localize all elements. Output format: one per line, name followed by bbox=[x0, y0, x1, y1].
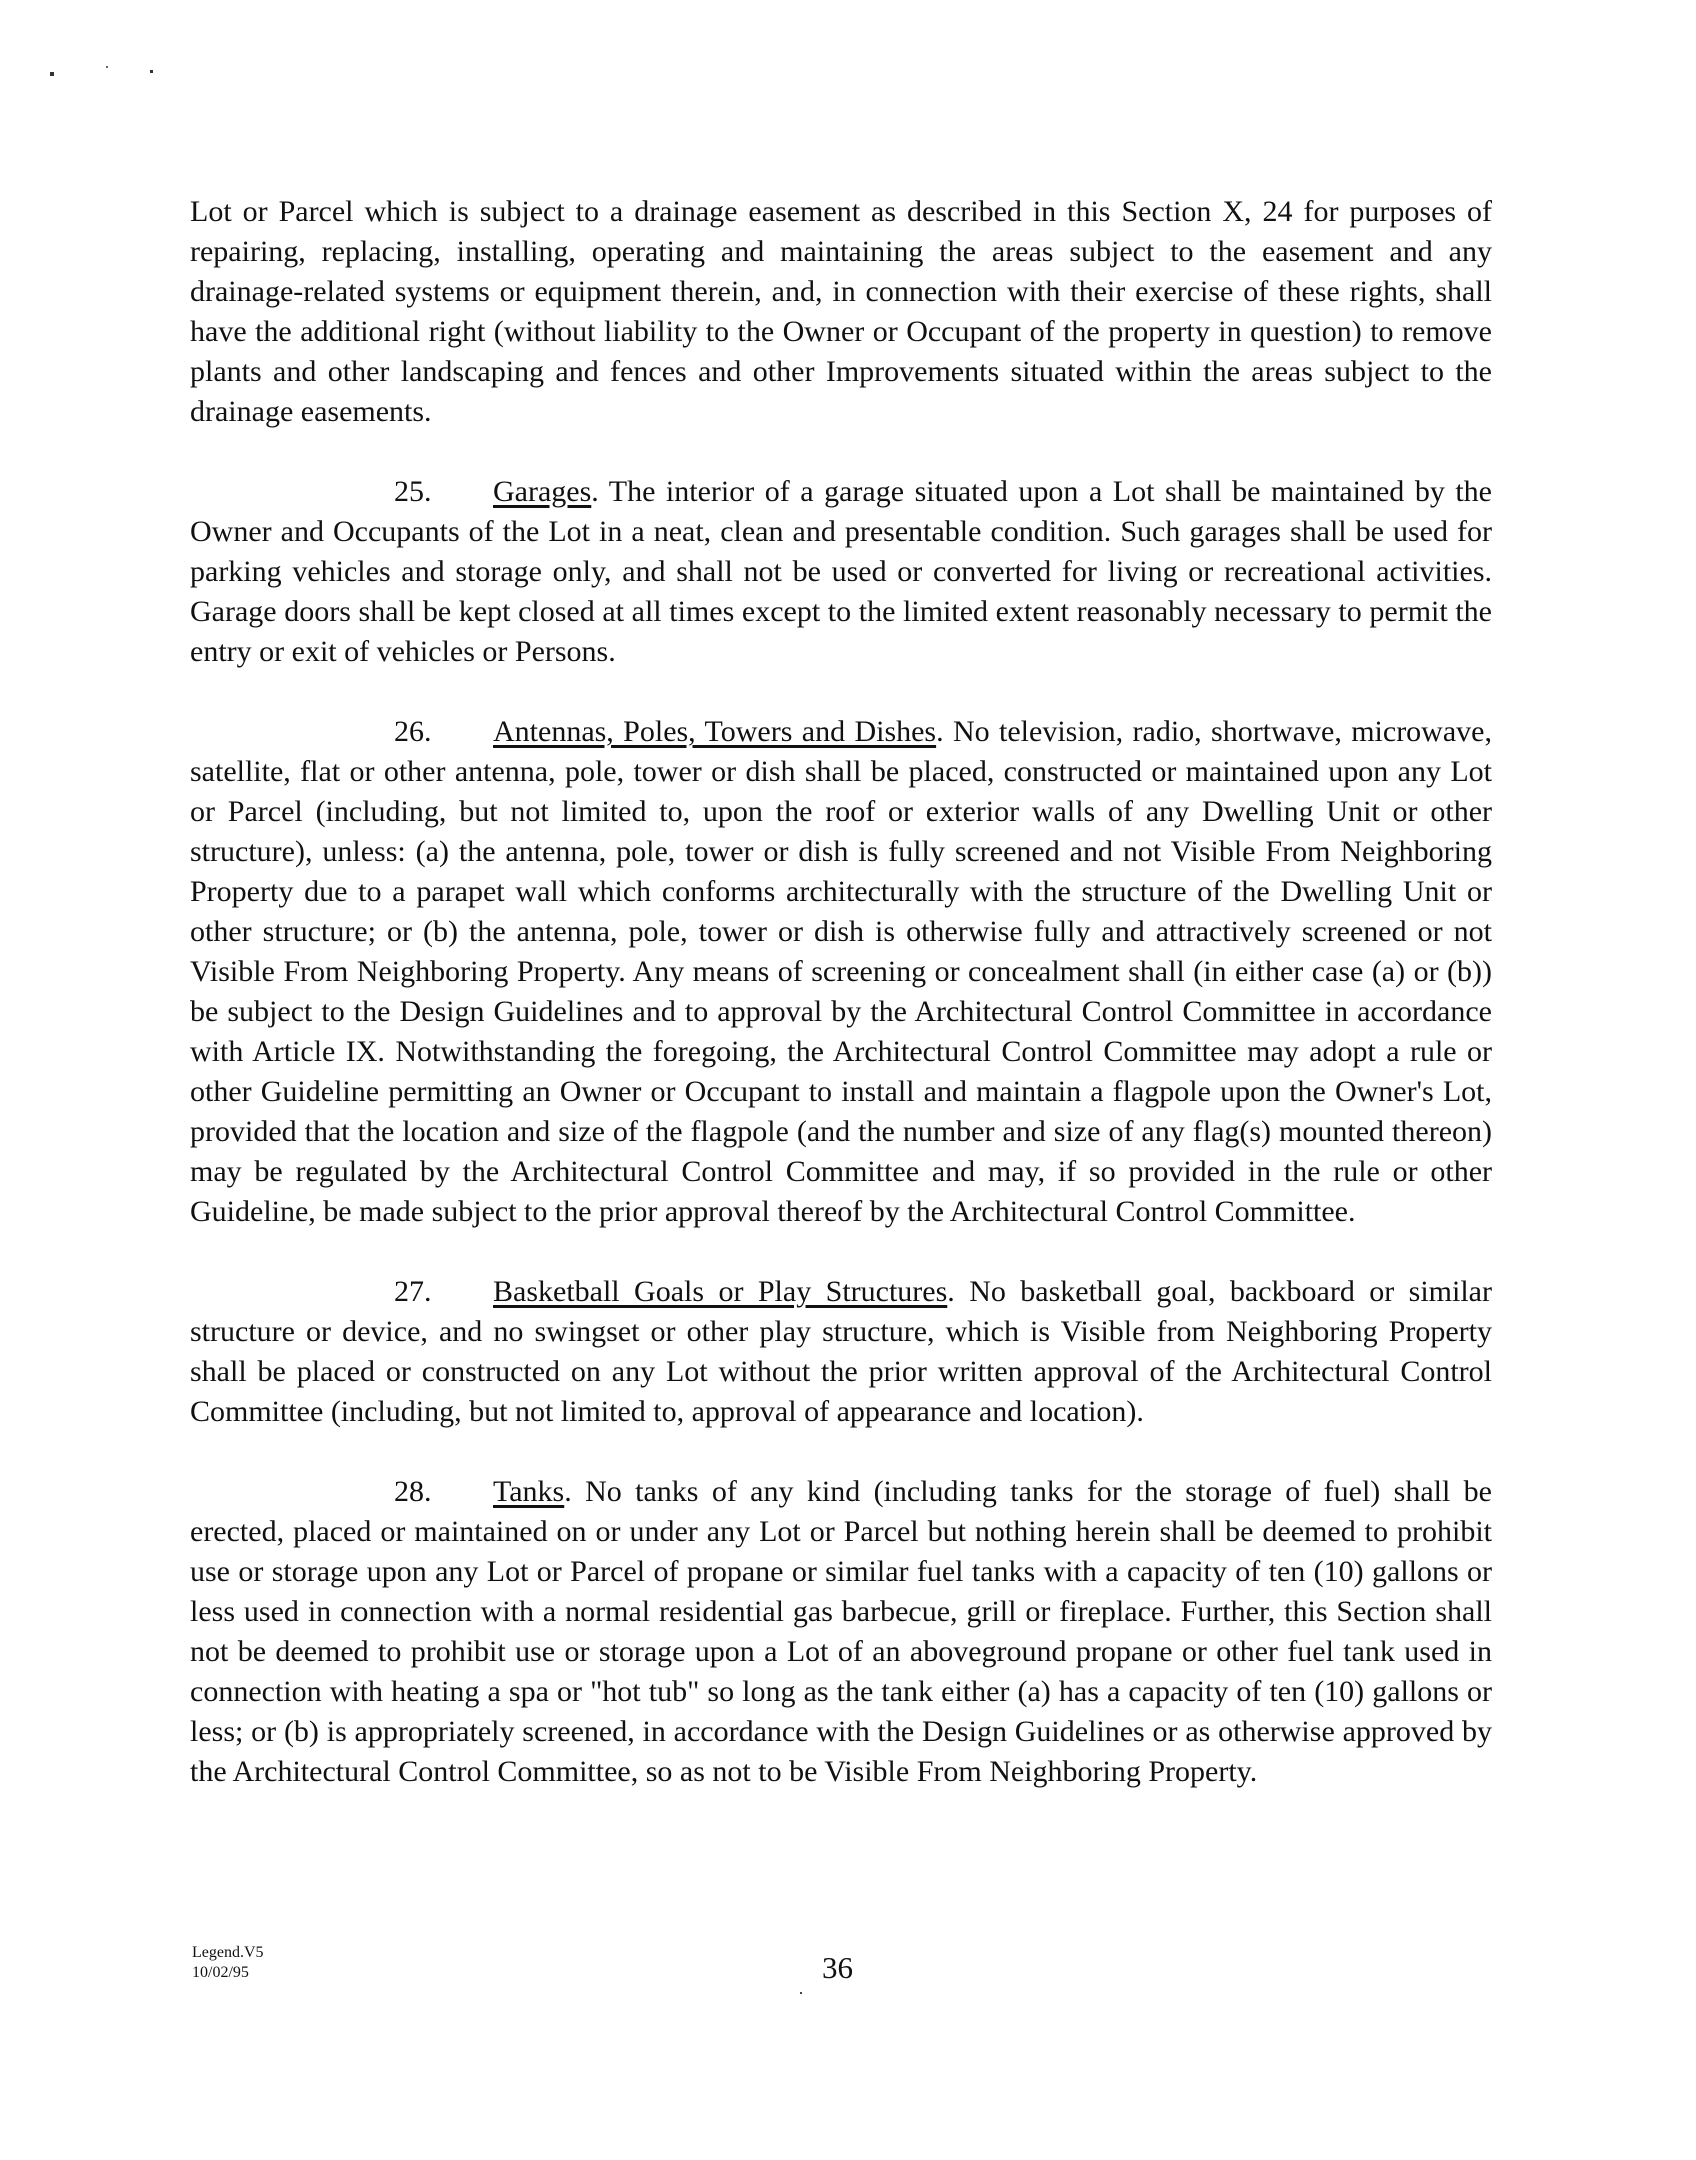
section-text: . No television, radio, shortwave, microwave, satellite, flat or other antenna, pole, tower or dish shall be placed, constructed or maintained upon any Lot or Parcel (including, but not limited to, upon the roof or exterior walls of any Dwelling Unit or other structure), unless: (a) the antenna, pole, tower or dish is fully screened and not Visible From Neighboring Property due to a parapet wall which conforms architecturally with the structure of the Dwelling Unit or other structure; or (b) the antenna, pole, tower or dish is otherwise fully and attractively screened or not Visible From Neighboring Property. Any means of screening or concealment shall (in either case (a) or (b)) be subject to the Design Guidelines and to approval by the Architectural Control Committee in accordance with Article IX. Notwithstanding the foregoing, the Architectural Control Committee may adopt a rule or other Guideline permitting an Owner or Occupant to install and maintain a flagpole upon the Owner's Lot, provided that the location and size of the flagpole (and the number and size of any flag(s) mounted thereon) may be regulated by the Architectural Control Committee and may, if so provided in the rule or other Guideline, be made subject to the prior approval thereof by the Architectural Control Committee. bbox=[190, 715, 1492, 1228]
scan-specks bbox=[44, 62, 164, 82]
section-number: 27. bbox=[394, 1275, 432, 1308]
footer-doc-info bbox=[192, 1943, 264, 1983]
section-number: 26. bbox=[394, 715, 432, 748]
intro-paragraph: Lot or Parcel which is subject to a drainage easement as described in this Section X, 24 for purposes of repairing, replacing, installing, operating and maintaining the areas subject to the easement and any drainage-related systems or equipment therein, and, in connection with their exercise of these rights, shall have the additional right (without liability to the Owner or Occupant of the property in question) to remove plants and other landscaping and fences and other Improvements situated within the areas subject to the drainage easements. bbox=[190, 195, 1492, 428]
section-27 bbox=[190, 1272, 1492, 1432]
section-number: 25. bbox=[394, 475, 432, 508]
section-26 bbox=[190, 712, 1492, 1232]
section-heading: Tanks bbox=[493, 1475, 565, 1508]
section-heading: Garages bbox=[493, 475, 592, 508]
section-25 bbox=[190, 472, 1492, 672]
section-heading: Basketball Goals or Play Structures bbox=[493, 1275, 948, 1308]
section-text: . The interior of a garage situated upon a Lot shall be maintained by the Owner and Occupants of the Lot in a neat, clean and presentable condition. Such garages shall be used for parking vehicles and storage only, and shall not be used or converted for living or recreational activities. Garage doors shall be kept closed at all times except to the limited extent reasonably necessary to permit the entry or exit of vehicles or Persons. bbox=[190, 475, 1492, 668]
footer-date: 10/02/95 bbox=[192, 1964, 249, 1981]
footer-doc-id: Legend.V5 bbox=[192, 1944, 264, 1961]
section-heading: Antennas, Poles, Towers and Dishes bbox=[493, 715, 937, 748]
section-number: 28. bbox=[394, 1475, 432, 1508]
scan-dot bbox=[800, 1992, 802, 1994]
page-number: 36 bbox=[822, 1950, 853, 1985]
document-body bbox=[190, 192, 1492, 1832]
section-text: . No basketball goal, backboard or similar structure or device, and no swingset or other play structure, which is Visible from Neighboring Property shall be placed or constructed on any Lot without the prior written approval of the Architectural Control Committee (including, but not limited to, approval of appearance and location). bbox=[190, 1275, 1492, 1428]
section-text: . No tanks of any kind (including tanks for the storage of fuel) shall be erected, placed or maintained on or under any Lot or Parcel but nothing herein shall be deemed to prohibit use or storage upon any Lot or Parcel of propane or similar fuel tanks with a capacity of ten (10) gallons or less used in connection with a normal residential gas barbecue, grill or fireplace. Further, this Section shall not be deemed to prohibit use or storage upon a Lot of an aboveground propane or other fuel tank used in connection with heating a spa or "hot tub" so long as the tank either (a) has a capacity of ten (10) gallons or less; or (b) is appropriately screened, in accordance with the Design Guidelines or as otherwise approved by the Architectural Control Committee, so as not to be Visible From Neighboring Property. bbox=[190, 1475, 1492, 1788]
section-28 bbox=[190, 1472, 1492, 1792]
